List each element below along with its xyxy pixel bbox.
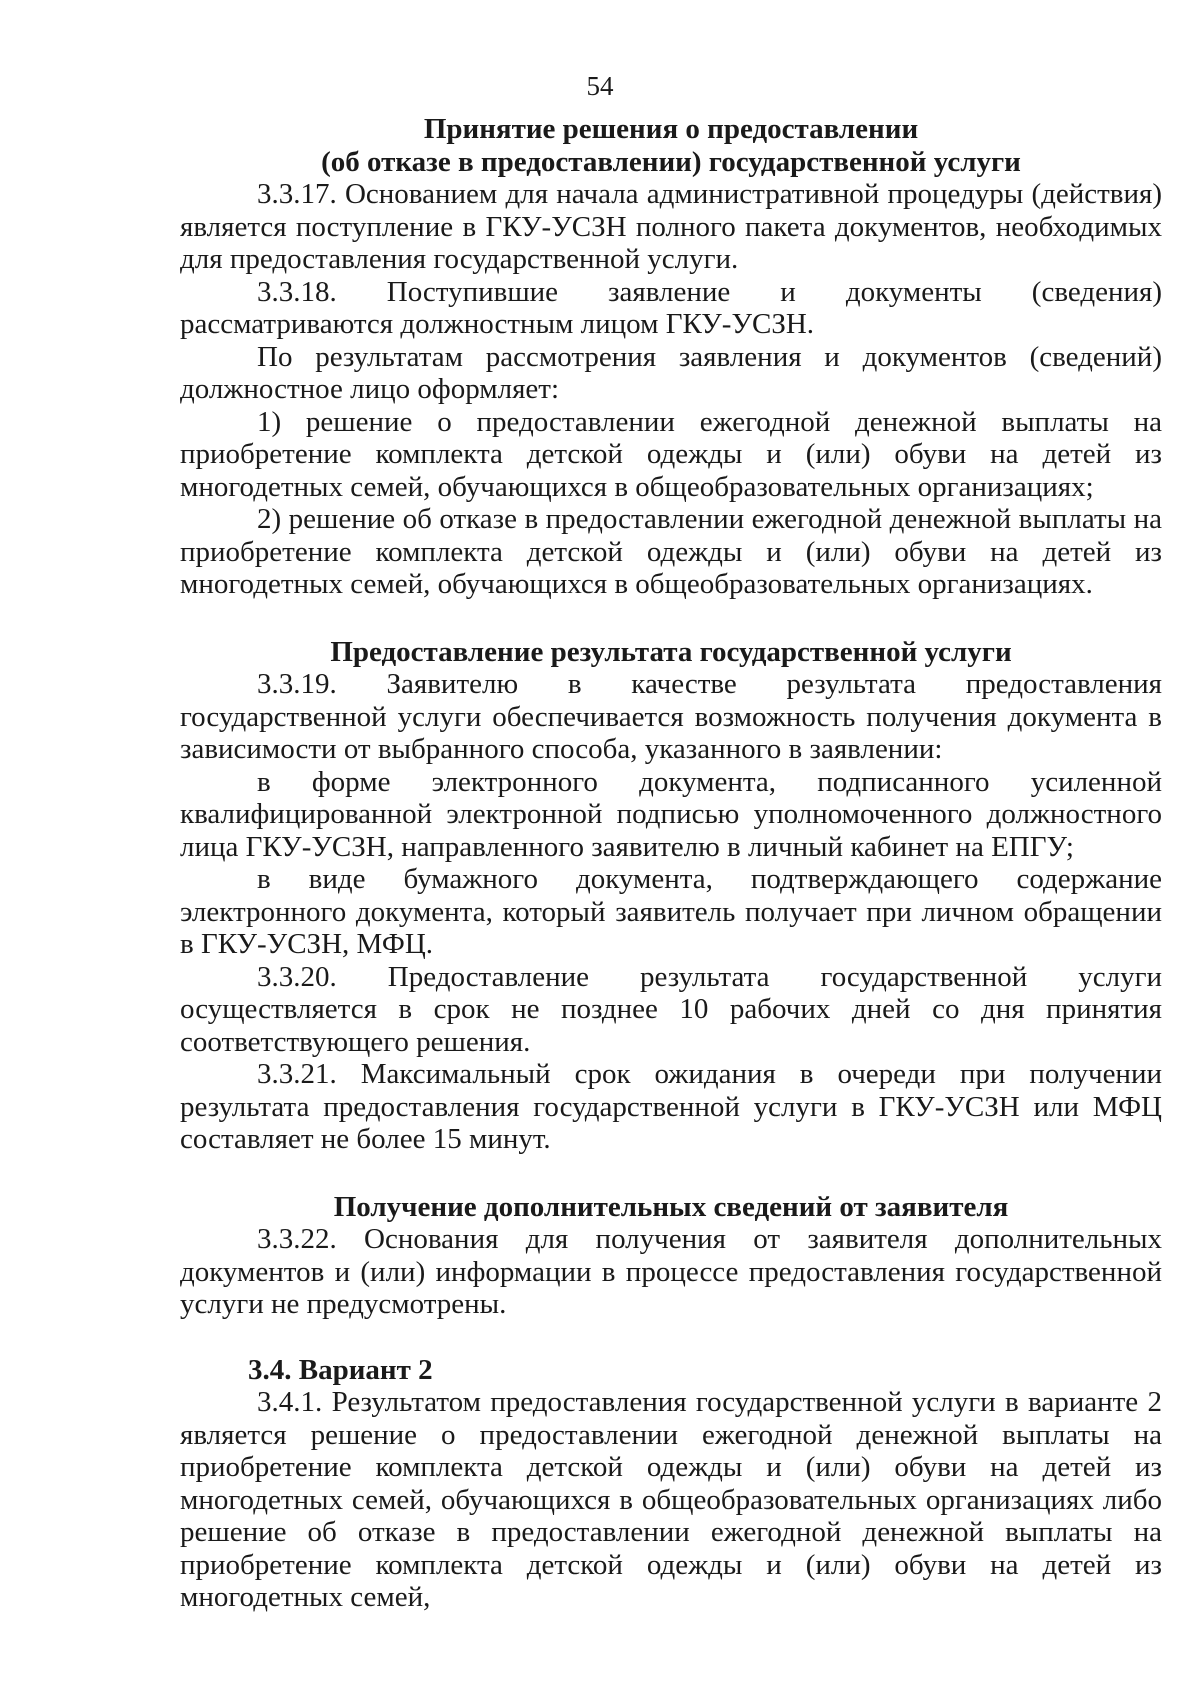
paragraph-review-results: По результатам рассмотрения заявления и документов (сведений) должностное лицо оформляет: — [180, 340, 1162, 405]
paragraph-3-3-18: 3.3.18. Поступившие заявление и документы (сведения) рассматриваются должностным лицом ГКУ-УСЗН. — [180, 275, 1162, 340]
page-number: 54 — [586, 71, 614, 101]
section-spacer — [180, 1321, 1162, 1354]
section-heading-decision-line-1: Принятие решения о предоставлении — [423, 113, 919, 145]
paragraph-3-3-20: 3.3.20. Предоставление результата государственной услуги осуществляется в срок не позднее 10 рабочих дней со дня принятия соответствующего решения. — [180, 960, 1162, 1058]
section-spacer — [180, 1156, 1162, 1191]
paragraph-3-3-21: 3.3.21. Максимальный срок ожидания в очереди при получении результата предоставления государственной услуги в ГКУ-УСЗН или МФЦ составляет не более 15 минут. — [180, 1058, 1162, 1155]
section-spacer — [180, 601, 1162, 636]
paragraph-3-3-17: 3.3.17. Основанием для начала административной процедуры (действия) является поступление в ГКУ-УСЗН полного пакета документов, необходимых для предоставления государственной услуги. — [180, 178, 1162, 275]
list-item-decision-refusal: 2) решение об отказе в предоставлении ежегодной денежной выплаты на приобретение комплекта детской одежды и (или) обуви на детей из многодетных семей, обучающихся в общеобразовательных организациях. — [180, 503, 1162, 600]
paragraph-paper-document: в виде бумажного документа, подтверждающего содержание электронного документа, который заявитель получает при личном обращении в ГКУ-УСЗН, МФЦ. — [180, 863, 1162, 960]
paragraph-3-3-19: 3.3.19. Заявителю в качестве результата предоставления государственной услуги обеспечивается возможность получения документа в зависимости от выбранного способа, указанного в заявлении: — [180, 668, 1162, 765]
section-heading-result: Предоставление результата государственной услуги — [330, 635, 1012, 668]
document-body — [180, 113, 1162, 1614]
section-heading-decision-line-2: (об отказе в предоставлении) государственной услуги — [321, 145, 1021, 178]
paragraph-electronic-document: в форме электронного документа, подписанного усиленной квалифицированной электронной подписью уполномоченного должностного лица ГКУ-УСЗН, направленного заявителю в личный кабинет на ЕПГУ; — [180, 765, 1162, 863]
paragraph-3-4-1: 3.4.1. Результатом предоставления государственной услуги в варианте 2 является решение о предоставлении ежегодной денежной выплаты на приобретение комплекта детской одежды и (или) обуви на детей из многодетных семей, обучающихся в общеобразовательных организациях либо решение об отказе в предоставлении ежегодной денежной выплаты на приобретение комплекта детской одежды и (или) обуви на детей из многодетных семей, — [180, 1386, 1162, 1613]
list-item-decision-grant: 1) решение о предоставлении ежегодной денежной выплаты на приобретение комплекта детской одежды и (или) обуви на детей из многодетных семей, обучающихся в общеобразовательных организациях; — [180, 405, 1162, 503]
paragraph-3-3-22: 3.3.22. Основания для получения от заявителя дополнительных документов и (или) информации в процессе предоставления государственной услуги не предусмотрены. — [180, 1223, 1162, 1320]
section-heading-additional-info: Получение дополнительных сведений от заявителя — [333, 1190, 1009, 1223]
subsection-title-variant-2: 3.4. Вариант 2 — [248, 1353, 433, 1386]
